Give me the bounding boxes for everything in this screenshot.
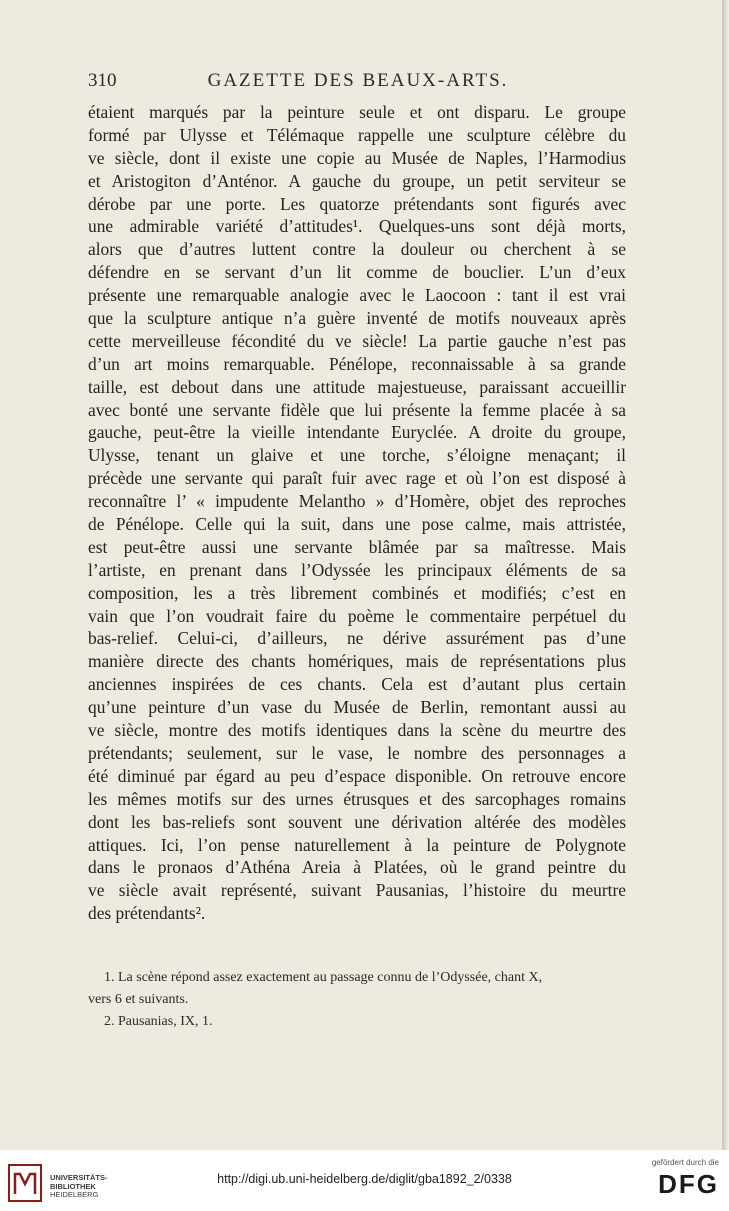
body-line: cette merveilleuse fécondité du ve siècle! La partie gauche n’est pas — [88, 330, 626, 351]
body-line: formé par Ulysse et Télémaque rappelle une sculpture célèbre du — [88, 124, 626, 145]
body-line: et Aristogiton d’Anténor. A gauche du groupe, un petit serviteur se — [88, 170, 626, 191]
body-line: alors que d’autres luttent contre la douleur ou cherchent à se — [88, 239, 626, 260]
body-line: ve siècle, dont il existe une copie au Musée de Naples, l’Harmodius — [88, 147, 626, 168]
body-line: présente une remarquable analogie avec le Laocoon : tant il est vrai — [88, 285, 626, 306]
body-line: Ulysse, tenant un glaive et une torche, s’éloigne menaçant; il — [88, 445, 626, 466]
page-header — [88, 70, 628, 94]
page-number: 310 — [88, 70, 117, 91]
body-line: est peut-être aussi une servante blâmée par sa maîtresse. Mais — [88, 536, 626, 557]
body-line: manière directe des chants homériques, mais de représentations plus — [88, 651, 626, 672]
body-line: l’artiste, en prenant dans l’Odyssée les principaux éléments de sa — [88, 559, 626, 580]
page-edge-shadow — [722, 0, 729, 1150]
body-line: qu’une peinture d’un vase du Musée de Berlin, remontant aussi au — [88, 697, 626, 718]
sponsor-caption: gefördert durch die — [651, 1158, 719, 1167]
footnote-1-continuation: vers 6 et suivants. — [88, 992, 189, 1007]
body-line: bas-relief. Celui-ci, d’ailleurs, ne dérive assurément pas d’une — [88, 628, 626, 649]
body-line: de Pénélope. Celle qui la suit, dans une pose calme, mais attristée, — [88, 514, 626, 535]
library-name-line3: HEIDELBERG — [50, 1190, 99, 1199]
body-line: que la sculpture antique n’a guère inventé de motifs nouveaux après — [88, 308, 626, 329]
footnote-2: 2. Pausanias, IX, 1. — [104, 1014, 213, 1029]
body-line: précède une servante qui paraît fuir avec rage et où l’on est disposé à — [88, 468, 626, 489]
body-line: dérobe par une porte. Les quatorze prétendants sont figurés avec — [88, 193, 626, 214]
body-line: anciennes inspirées de ces chants. Cela est d’autant plus certain — [88, 674, 626, 695]
dfg-logo-text: DFG — [658, 1169, 719, 1199]
body-line: ve siècle avait représenté, suivant Pausanias, l’histoire du meurtre — [88, 880, 626, 901]
viewer-footer — [0, 1150, 729, 1211]
body-line: prétendants; seulement, sur le vase, le nombre des personnages a — [88, 742, 626, 763]
body-line: composition, les a très librement combinés et modifiés; c’est en — [88, 582, 626, 603]
body-line: des prétendants². — [88, 903, 206, 924]
body-line: attiques. Ici, l’on pense naturellement à la peinture de Polygnote — [88, 834, 626, 855]
footnote-1: 1. La scène répond assez exactement au passage connu de l’Odyssée, chant X, — [104, 970, 543, 985]
body-line: défendre en se servant d’un lit comme de bouclier. L’un d’eux — [88, 262, 626, 283]
body-line: avec bonté une servante fidèle que lui présente la femme placée à sa — [88, 399, 626, 420]
body-line: ve siècle, montre des motifs identiques dans la scène du meurtre des — [88, 720, 626, 741]
body-text — [88, 101, 626, 925]
body-line: taille, est debout dans une attitude majestueuse, paraissant accueillir — [88, 376, 626, 397]
library-name-line2: BIBLIOTHEK — [50, 1181, 96, 1191]
body-line: les mêmes motifs sur des urnes étrusques et des sarcophages romains — [88, 788, 626, 809]
running-title: GAZETTE DES BEAUX-ARTS. — [207, 70, 509, 91]
body-line: vain que l’on voudrait faire du poème le commentaire perpétuel du — [88, 605, 626, 626]
body-line: gauche, peut-être la vieille intendante Euryclée. A droite du groupe, — [88, 422, 626, 443]
footnotes — [88, 967, 628, 1033]
body-line: dans le pronaos d’Athéna Areia à Platées, où le grand peintre du — [88, 857, 626, 878]
permalink-url[interactable]: http://digi.ub.uni-heidelberg.de/diglit/gba1892_2/0338 — [217, 1172, 512, 1186]
body-line: reconnaître l’ « impudente Melantho » d’Homère, objet des reproches — [88, 491, 626, 512]
body-line: été diminué par égard au peu d’espace disponible. On retrouve encore — [88, 765, 626, 786]
body-line: d’un art moins remarquable. Pénélope, reconnaissable à sa grande — [88, 353, 626, 374]
dfg-logo[interactable] — [629, 1158, 719, 1206]
body-line: dont les bas-reliefs sont souvent une dérivation altérée des modèles — [88, 811, 626, 832]
library-name-line1: UNIVERSITÄTS- — [50, 1173, 108, 1182]
body-line: une admirable variété d’attitudes¹. Quelques-uns sont déjà morts, — [88, 216, 626, 237]
body-line: étaient marqués par la peinture seule et ont disparu. Le groupe — [88, 102, 626, 122]
